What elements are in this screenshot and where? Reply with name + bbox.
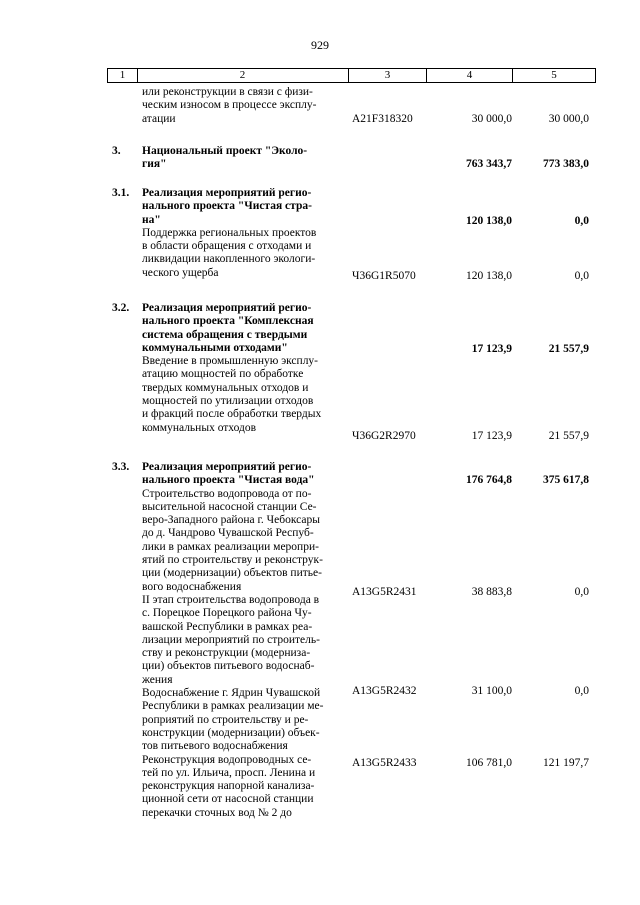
text-line: мощностей по утилизации отходов [142, 395, 314, 408]
row-value-col4: 30 000,0 [471, 113, 512, 125]
text-line: атации [142, 112, 176, 125]
title-line: Реализация мероприятий регио- [142, 302, 312, 314]
text-line: ческого ущерба [142, 266, 219, 279]
title-line: Реализация мероприятий регио- [142, 187, 312, 199]
row-code: A13G5R2431 [352, 586, 417, 598]
text-line: до д. Чандрово Чувашской Респуб- [142, 527, 314, 540]
section-value-col5: 375 617,8 [543, 474, 589, 486]
title-line: нального проекта "Комплексная [142, 315, 314, 328]
row-value-col4: 31 100,0 [471, 685, 512, 697]
section-title [142, 145, 348, 172]
text-line: Водоснабжение г. Ядрин Чувашской [142, 687, 321, 700]
row-value-col5: 0,0 [574, 270, 589, 282]
row-value-col4: 106 781,0 [466, 757, 512, 769]
section-number: 3.2. [112, 302, 130, 314]
section-number: 3.1. [112, 187, 130, 199]
text-line: ятий по строительству и реконструк- [142, 554, 323, 567]
text-line: высительной насосной станции Се- [142, 500, 317, 513]
row-value-col5: 30 000,0 [548, 113, 589, 125]
text-line: ции) объектов питьевого водоснаб- [142, 660, 315, 673]
header-col-1: 1 [119, 69, 126, 81]
text-line: веро-Западного района г. Чебоксары [142, 514, 320, 527]
title-line: нального проекта "Чистая стра- [142, 200, 312, 213]
text-line: Национальный проект "Эколо- [142, 145, 308, 157]
section-text [142, 302, 348, 435]
row-value-col4: 38 883,8 [471, 586, 512, 598]
title-line: на" [142, 213, 161, 226]
row-value-col5: 121 197,7 [543, 757, 589, 769]
section-value-col5: 0,0 [574, 215, 589, 227]
page-number: 929 [311, 38, 329, 52]
text-line: лизации мероприятий по строитель- [142, 633, 320, 646]
section-value-col5: 21 557,9 [548, 343, 589, 355]
text-line: с. Порецкое Порецкого района Чу- [142, 607, 312, 620]
text-line: ческим износом в процессе эксплу- [142, 99, 317, 112]
section-value-col4: 120 138,0 [466, 215, 512, 227]
text-line: конструкции (модернизации) объек- [142, 726, 320, 739]
row-code: Ч36G1R5070 [352, 270, 416, 282]
text-line: Республики в рамках реализации ме- [142, 700, 324, 713]
text-line: Поддержка региональных проектов [142, 226, 317, 239]
section-number: 3.3. [112, 461, 130, 473]
text-line: вого водоснабжения [142, 580, 242, 593]
section-text [142, 461, 348, 820]
text-line: Введение в промышленную эксплу- [142, 355, 319, 368]
text-line: ционной сети от насосной станции [142, 793, 314, 806]
text-line: роприятий по строительству и ре- [142, 713, 309, 726]
row-code: Ч36G2R2970 [352, 430, 416, 442]
row-value-col5: 0,0 [574, 586, 589, 598]
text-line: коммунальных отходов [142, 421, 257, 434]
text-line: ции (модернизации) объектов питье- [142, 567, 322, 580]
row-code: A21F318320 [352, 113, 413, 125]
text-line: Строительство водопровода от по- [142, 487, 312, 500]
text-line: в области обращения с отходами и [142, 240, 312, 253]
title-line: Реализация мероприятий регио- [142, 461, 312, 473]
text-line: и фракций после обработки твердых [142, 408, 322, 421]
section-value-col4: 763 343,7 [466, 158, 512, 170]
text-line: тов питьевого водоснабжения [142, 740, 288, 753]
section-value-col4: 176 764,8 [466, 474, 512, 486]
table-header [107, 68, 596, 83]
section-number: 3. [112, 145, 121, 157]
row-continuation-text [142, 86, 348, 126]
header-col-4: 4 [466, 69, 473, 81]
text-line: вашской Республики в рамках реа- [142, 620, 313, 633]
header-col-5: 5 [551, 69, 557, 81]
text-line: перекачки сточных вод № 2 до [142, 806, 292, 819]
text-line: лики в рамках реализации меропри- [142, 540, 319, 553]
text-line: ликвидации накопленного экологи- [142, 253, 316, 266]
header-col-2: 2 [239, 69, 246, 81]
row-code: A13G5R2432 [352, 685, 417, 697]
row-code: A13G5R2433 [352, 757, 417, 769]
text-line: гия" [142, 158, 167, 171]
row-value-col5: 0,0 [574, 685, 589, 697]
row-value-col5: 21 557,9 [548, 430, 589, 442]
text-line: или реконструкции в связи с физи- [142, 86, 313, 98]
text-line: твердых коммунальных отходов и [142, 381, 309, 394]
header-col-3: 3 [384, 69, 391, 81]
text-line: ству и реконструкции (модерниза- [142, 647, 311, 660]
title-line: система обращения с твердыми [142, 328, 308, 341]
title-line: нального проекта "Чистая вода" [142, 474, 315, 487]
section-text [142, 187, 348, 280]
row-value-col4: 17 123,9 [471, 430, 512, 442]
row-value-col4: 120 138,0 [466, 270, 512, 282]
text-line: Реконструкция водопроводных се- [142, 753, 312, 766]
text-line: реконструкция напорной канализа- [142, 780, 315, 793]
section-value-col5: 773 383,0 [543, 158, 589, 170]
text-line: атацию мощностей по обработке [142, 368, 304, 381]
section-value-col4: 17 123,9 [471, 343, 512, 355]
text-line: жения [142, 673, 173, 686]
text-line: II этап строительства водопровода в [142, 593, 320, 606]
title-line: коммунальными отходами" [142, 341, 288, 354]
text-line: тей по ул. Ильича, просп. Ленина и [142, 766, 316, 779]
